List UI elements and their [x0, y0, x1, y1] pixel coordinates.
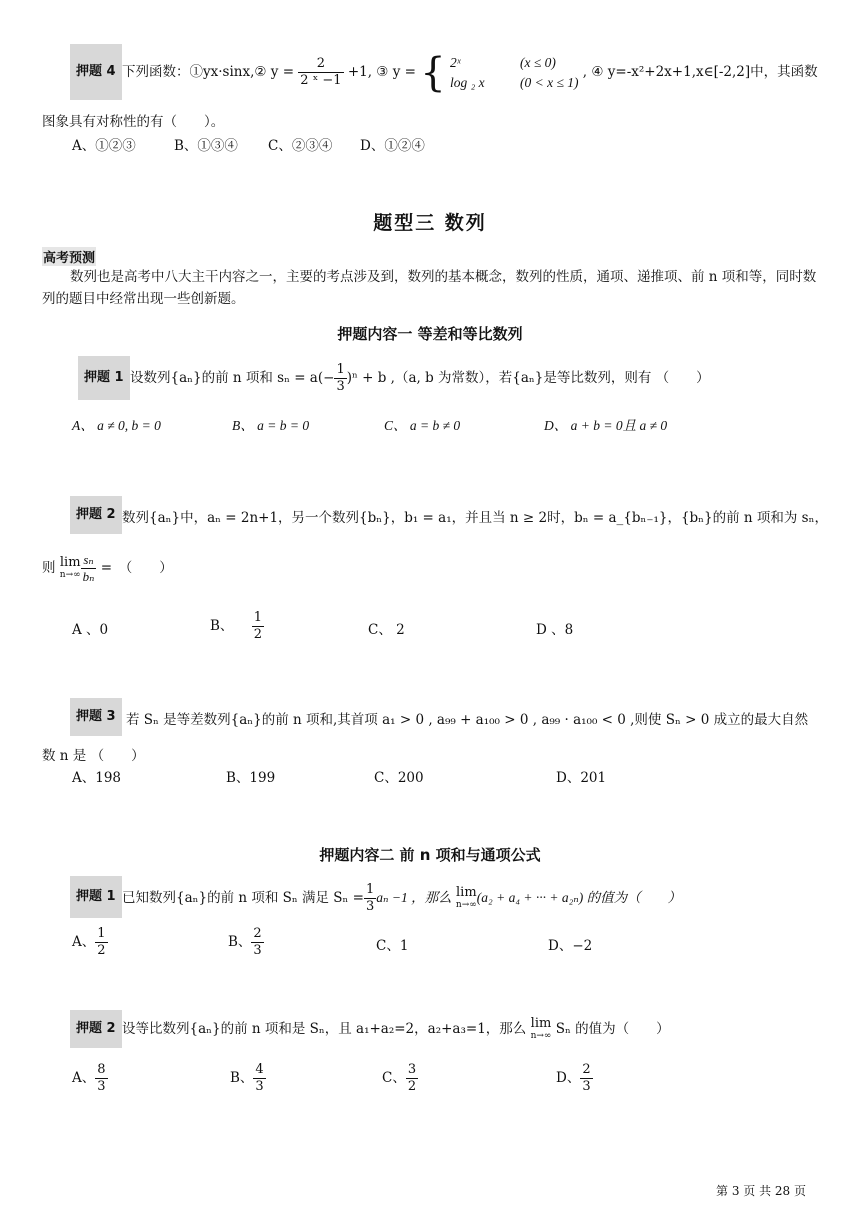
fraction — [364, 882, 376, 915]
limit-subscript: n→∞ — [59, 569, 81, 580]
option-b-label: B、 — [230, 1070, 254, 1086]
question-tag: 押题 2 — [70, 1010, 122, 1048]
fraction — [253, 1062, 265, 1095]
fraction-numerator: 2 — [298, 56, 343, 73]
subsection-title: 押题内容一 等差和等比数列 — [337, 325, 523, 343]
fraction-numerator: 2 — [253, 926, 262, 941]
question-text: 数列{aₙ}中，aₙ = 2n+1，另一个数列{bₙ}，b₁ = a₁，并且当 n ≥ 2时，bₙ = a_{bₙ₋₁}，{bₙ}的前 n 项和为 sₙ， — [122, 510, 828, 526]
option-a: A、①②③ — [72, 138, 136, 154]
question-text-part: 已知数列{aₙ}的前 n 项和 Sₙ 满足 Sₙ = — [122, 890, 364, 906]
fraction-numerator: 4 — [255, 1062, 264, 1077]
question-text-part: 下列函数：①yx·sinx,② y = — [122, 64, 294, 80]
question-tag: 押题 1 — [70, 876, 122, 918]
option-c: C、 a = b ≠ 0 — [384, 418, 461, 433]
limit-operator — [455, 884, 477, 911]
fraction — [251, 926, 263, 959]
fraction-denominator: 3 — [336, 379, 345, 394]
fraction-denominator: 3 — [582, 1079, 591, 1094]
option-b — [228, 920, 264, 964]
fraction-denominator: 3 — [366, 899, 375, 914]
fraction — [95, 926, 107, 959]
left-brace: { — [420, 49, 446, 96]
option-a: A 、0 — [72, 622, 109, 638]
option-a: A、198 — [72, 770, 122, 786]
option-b-label: B、 — [228, 934, 252, 950]
question-text-line2 — [42, 548, 173, 588]
fraction-numerator: 1 — [253, 610, 262, 625]
piece-cond: (0 < x ≤ 1) — [519, 74, 579, 90]
piece-cond: (x ≤ 0) — [519, 54, 556, 70]
limit-subscript: n→∞ — [530, 1030, 552, 1041]
question-text-part: , ④ y=-x²+2x+1,x∈[-2,2]中，其函数 — [582, 64, 818, 80]
then-label: 则 — [42, 560, 56, 576]
piece-expr: log ₂ x — [449, 74, 485, 90]
fraction — [580, 1062, 592, 1095]
question-tag: 押题 4 — [70, 44, 122, 100]
question-text — [130, 358, 710, 398]
piece-expr: 2ˣ — [449, 54, 461, 70]
question-text-part: (a₂ + a₄ + ··· + a₂ₙ) 的值为（ ） — [476, 890, 682, 905]
limit-label: lim — [59, 554, 81, 570]
fraction-denominator: 2 — [407, 1079, 417, 1094]
option-d — [556, 1056, 593, 1100]
prediction-text: 数列也是高考中八大主干内容之一，主要的考点涉及到，数列的基本概念，数列的性质，通项、递推项、前 n 项和等，同时数列的题目中经常出现一些创新题。 — [42, 269, 817, 307]
option-b — [210, 604, 264, 648]
fraction — [406, 1062, 418, 1095]
question-tag: 押题 3 — [70, 698, 122, 736]
section-title: 题型三 数列 — [373, 212, 487, 234]
option-c — [382, 1056, 418, 1100]
fraction — [252, 610, 264, 643]
fraction-numerator: 1 — [97, 926, 106, 941]
page-footer: 第 3 页 共 28 页 — [716, 1184, 806, 1198]
fraction-numerator: 2 — [582, 1062, 591, 1077]
question-text-part: Sₙ 的值为（ ） — [555, 1021, 670, 1037]
option-c-label: C、 — [382, 1070, 406, 1086]
fraction-denominator: 2 ˣ −1 — [300, 73, 342, 88]
option-b: B、 a = b = 0 — [232, 418, 310, 433]
option-c: C、②③④ — [268, 138, 333, 154]
fraction-denominator: 3 — [97, 1079, 106, 1094]
question-text-part: )ⁿ + b ,（a, b 为常数），若{aₙ}是等比数列，则有 （ ） — [346, 370, 710, 386]
question-text-part: 设数列{aₙ}的前 n 项和 sₙ = a(− — [130, 370, 335, 386]
option-c: C、1 — [376, 938, 409, 954]
option-b — [230, 1056, 266, 1100]
question-text — [122, 50, 818, 94]
fraction-numerator: sₙ — [81, 552, 97, 569]
question-text — [122, 878, 681, 918]
option-a: A、 a ≠ 0, b = 0 — [72, 418, 161, 433]
limit-operator — [59, 554, 81, 581]
limit-label: lim — [530, 1015, 552, 1031]
limit-label: lim — [456, 884, 477, 900]
option-a-label: A、 — [72, 934, 96, 950]
option-d: D、①②④ — [360, 138, 425, 154]
fraction-denominator: 3 — [253, 943, 262, 958]
fraction — [298, 56, 343, 89]
question-text: 若 Sₙ 是等差数列{aₙ}的前 n 项和,其首项 a₁ > 0 , a₉₉ + a₁₀₀ > 0 , a₉₉ · a₁₀₀ < 0 ,则使 Sₙ > 0 成立的最大自然 — [126, 712, 809, 728]
question-tail: = （ ） — [100, 560, 173, 576]
question-text-line2: 数 n 是 （ ） — [42, 748, 145, 764]
piecewise-function — [450, 53, 579, 93]
limit-operator — [530, 1015, 552, 1042]
option-a — [72, 1056, 108, 1100]
fraction — [334, 362, 346, 395]
fraction-numerator: 1 — [366, 882, 375, 897]
fraction-numerator: 1 — [336, 362, 345, 377]
prediction-tag: 高考预测 — [42, 247, 96, 266]
option-c: C、 2 — [368, 622, 405, 638]
option-d: D 、8 — [536, 622, 574, 638]
fraction — [81, 552, 97, 585]
question-text-part: aₙ −1 ，那么 — [376, 890, 452, 905]
fraction-denominator: 2 — [253, 627, 262, 642]
option-b-label: B、 — [210, 618, 234, 634]
fraction-denominator: bₙ — [82, 569, 95, 584]
question-text-line2: 图象具有对称性的有（ ）。 — [42, 114, 225, 130]
option-d-label: D、 — [556, 1070, 581, 1086]
question-tag: 押题 1 — [78, 356, 130, 400]
option-d: D、−2 — [548, 938, 593, 954]
limit-subscript: n→∞ — [455, 899, 477, 910]
question-text — [122, 1012, 670, 1046]
option-a-label: A、 — [72, 1070, 96, 1086]
option-a — [72, 920, 108, 964]
option-b: B、①③④ — [174, 138, 238, 154]
question-text-part: 设等比数列{aₙ}的前 n 项和是 Sₙ，且 a₁+a₂=2，a₂+a₃=1，那么 — [122, 1021, 527, 1037]
option-d: D、201 — [556, 770, 607, 786]
fraction-numerator: 3 — [407, 1062, 417, 1077]
option-c: C、200 — [374, 770, 424, 786]
subsection-title: 押题内容二 前 n 项和与通项公式 — [319, 846, 541, 864]
fraction — [95, 1062, 107, 1095]
question-text-part: +1, ③ y = — [347, 64, 416, 80]
question-tag: 押题 2 — [70, 496, 122, 534]
fraction-numerator: 8 — [97, 1062, 106, 1077]
fraction-denominator: 2 — [97, 943, 106, 958]
option-d: D、 a + b = 0且 a ≠ 0 — [544, 418, 668, 433]
option-b: B、199 — [226, 770, 276, 786]
fraction-denominator: 3 — [255, 1079, 264, 1094]
